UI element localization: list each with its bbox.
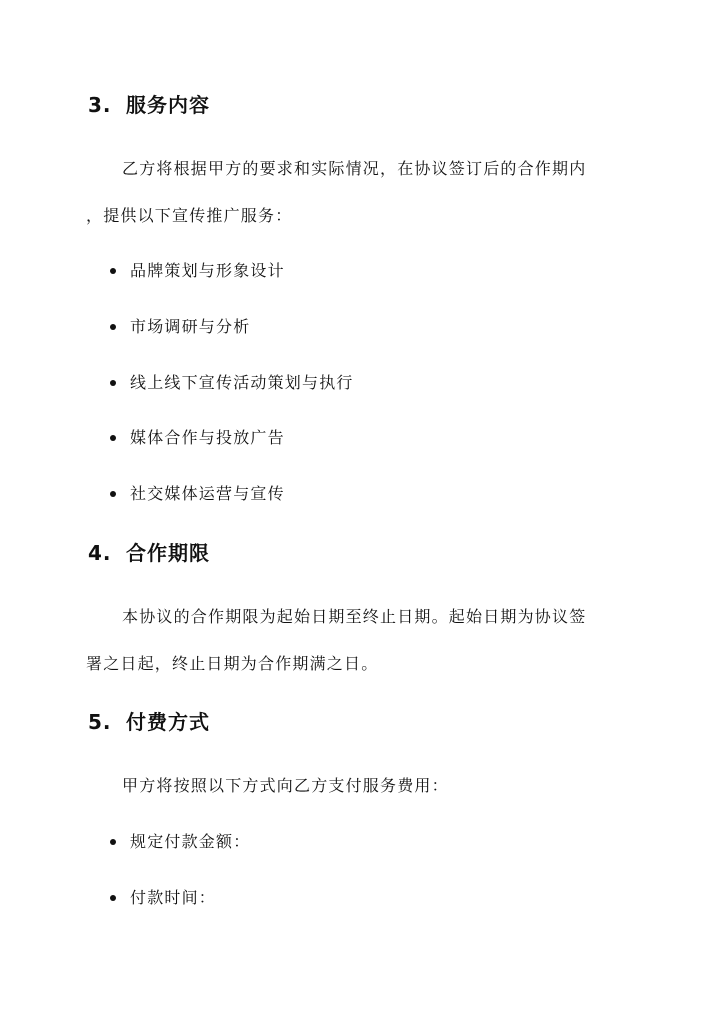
list-item: [110, 425, 285, 448]
list-item: [110, 481, 285, 504]
section-title: 合作期限: [126, 541, 210, 565]
section-5-paragraph-line-1: 甲方将按照以下方式向乙方支付服务费用：: [122, 776, 449, 795]
list-item-label: 媒体合作与投放广告: [130, 428, 285, 447]
bullet-icon: [110, 895, 116, 901]
bullet-icon: [110, 268, 116, 274]
section-number: 5.: [88, 710, 112, 734]
list-item: [110, 885, 216, 908]
section-title: 付费方式: [126, 710, 210, 734]
section-3-paragraph-line-1: 乙方将根据甲方的要求和实际情况，在协议签订后的合作期内: [122, 159, 587, 178]
list-item-label: 线上线下宣传活动策划与执行: [130, 373, 354, 392]
section-4-heading: [88, 537, 210, 566]
list-item: [110, 829, 250, 852]
section-4-paragraph-line-2: 署之日起，终止日期为合作期满之日。: [86, 654, 379, 673]
list-item-label: 社交媒体运营与宣传: [130, 484, 285, 503]
section-number: 3.: [88, 93, 112, 117]
section-number: 4.: [88, 541, 112, 565]
bullet-icon: [110, 324, 116, 330]
section-title: 服务内容: [126, 93, 210, 117]
list-item-label: 规定付款金额：: [130, 832, 251, 851]
bullet-icon: [110, 435, 116, 441]
list-item: [110, 258, 285, 281]
section-4-paragraph-line-1: 本协议的合作期限为起始日期至终止日期。起始日期为协议签: [122, 607, 587, 626]
list-item-label: 市场调研与分析: [130, 317, 251, 336]
list-item: [110, 314, 250, 337]
bullet-icon: [110, 380, 116, 386]
list-item: [110, 370, 354, 393]
section-3-paragraph-line-2: ，提供以下宣传推广服务：: [86, 206, 293, 225]
list-item-label: 品牌策划与形象设计: [130, 261, 285, 280]
bullet-icon: [110, 491, 116, 497]
section-5-heading: [88, 706, 210, 735]
section-3-heading: [88, 89, 210, 118]
list-item-label: 付款时间：: [130, 888, 217, 907]
bullet-icon: [110, 839, 116, 845]
